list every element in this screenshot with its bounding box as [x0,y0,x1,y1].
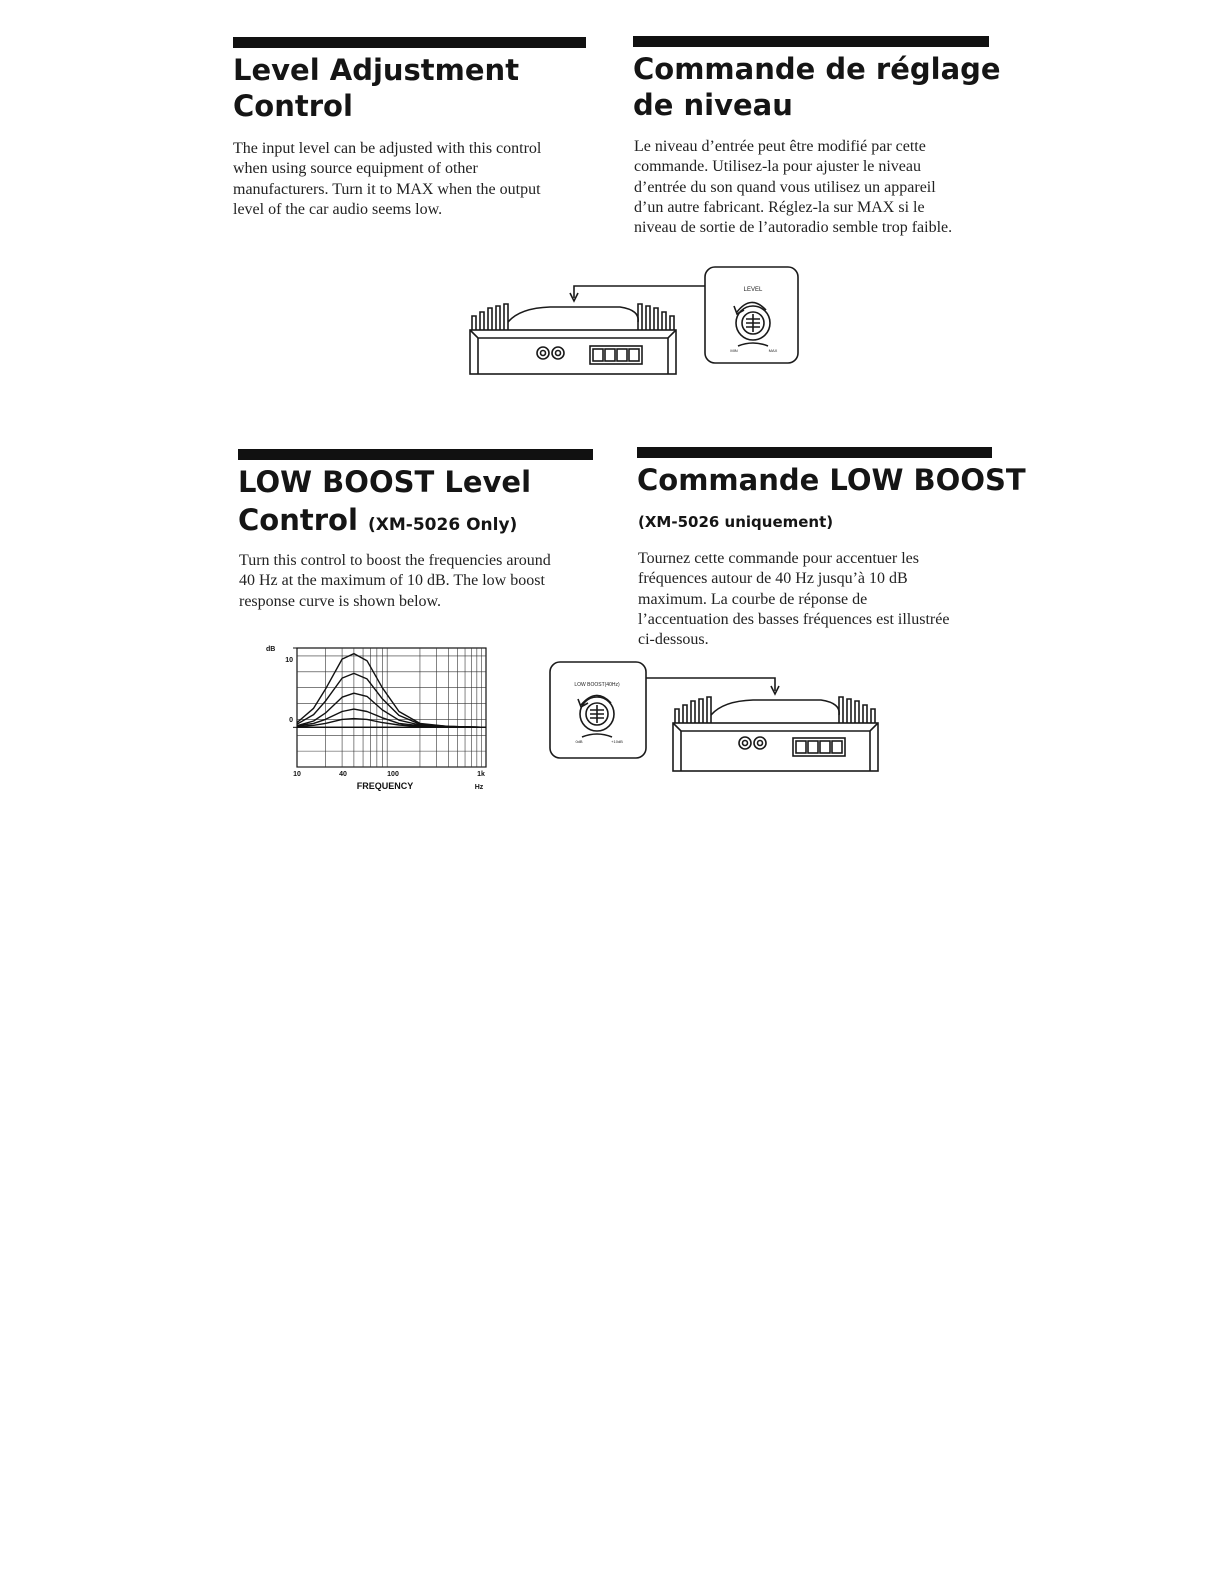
section-rule [633,36,989,47]
chart-grid [293,648,486,767]
heading-line: de niveau [633,88,793,122]
heading-boost-en [238,463,531,544]
body-boost-fr [638,549,949,650]
heading-line: Control [233,89,353,123]
y-tick-label-10: 10 [285,657,293,664]
model-note-fr: (XM-5026 uniquement) [638,513,834,531]
text-line: manufacturers. Turn it to MAX when the output [233,180,541,198]
heading-line-2 [238,501,531,544]
heading-line: Commande LOW BOOST [637,463,1026,497]
low-boost-response-chart [255,640,505,800]
section-rule [238,449,593,460]
y-tick-label-0: 0 [289,717,293,724]
heading-line: Level Adjustment [233,53,520,87]
x-axis-title: FREQUENCY [356,781,414,791]
boost-max-label: +10dB [611,739,623,744]
text-line: level of the car audio seems low. [233,200,443,218]
level-min-label: MIN [730,348,738,353]
level-knob-label: LEVEL [743,287,763,293]
y-axis-unit-label: dB [266,646,276,653]
x-tick-label-40: 40 [339,771,347,778]
text-line: fréquences autour de 40 Hz jusqu’à 10 dB [638,570,908,588]
text-line: when using source equipment of other [233,160,478,178]
heading-line: Commande de réglage [633,52,1001,86]
body-level-en [233,139,541,220]
heading-control-word: Control [238,503,358,537]
boost-min-label: 0dB [575,739,583,744]
body-boost-en [239,551,551,612]
text-line: The input level can be adjusted with this control [233,140,542,157]
text-line: 40 Hz at the maximum of 10 dB. The low boost [239,572,545,590]
text-line: commande. Utilisez-la pour ajuster le niveau [634,158,922,176]
text-line: response curve is shown below. [239,592,442,610]
text-line: d’entrée du son quand vous utilisez un appareil [634,178,936,196]
text-line: l’accentuation des basses fréquences est illustrée [638,610,950,628]
x-tick-label-1k: 1k [477,771,485,778]
section-rule [233,37,586,48]
boost-knob-label: LOW BOOST(40Hz) [574,682,620,688]
x-axis-unit: Hz [474,784,484,791]
text-line: Turn this control to boost the frequencies around [239,552,551,569]
x-tick-label-10: 10 [293,771,301,778]
text-line: niveau de sortie de l’autoradio semble trop faible. [634,219,953,237]
text-line: Le niveau d’entrée peut être modifié par cette [634,138,926,155]
level-control-diagram [460,260,810,385]
x-tick-label-100: 100 [387,771,399,778]
level-max-label: MAX [768,348,778,353]
text-line: ci-dessous. [638,631,709,649]
low-boost-control-diagram [545,655,890,780]
heading-boost-fr [637,461,1026,499]
text-line: maximum. La courbe de réponse de [638,590,868,608]
body-level-fr [634,137,952,238]
model-note: (XM-5026 Only) [368,515,518,535]
text-line: Tournez cette commande pour accentuer les [638,550,919,567]
heading-line: LOW BOOST Level [238,465,532,499]
heading-level-fr [633,51,1001,123]
text-line: d’un autre fabricant. Réglez-la sur MAX si le [634,198,925,216]
section-rule [637,447,992,458]
heading-level-en [233,52,519,124]
